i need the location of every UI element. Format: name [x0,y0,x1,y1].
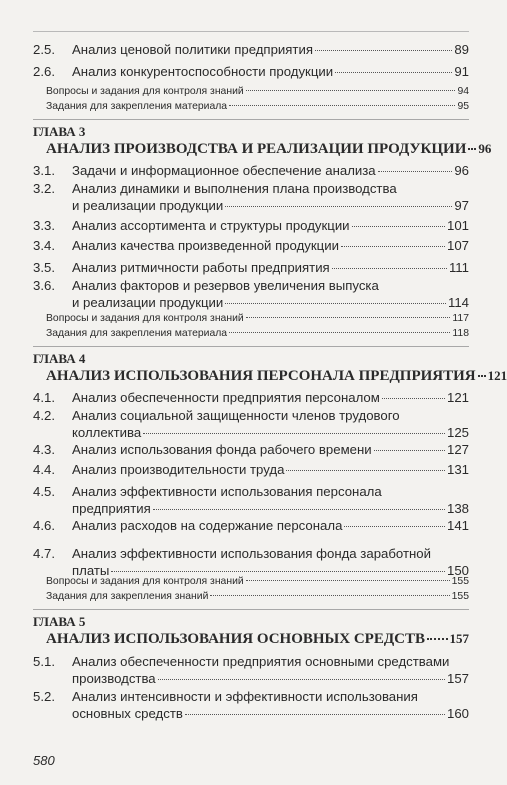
toc-entry-number: 2.6. [33,64,55,79]
toc-line [46,368,507,384]
toc-subsection[interactable] [33,312,469,325]
toc-page-number: 121 [446,390,469,405]
dot-leader [246,580,450,581]
dot-leader [427,638,447,640]
chapter-title-text [46,631,469,647]
dot-leader [143,433,445,434]
toc-subsection-title: Вопросы и задания для контроля знаний [46,86,244,97]
toc-entry-title: Анализ ассортимента и структуры продукции [72,218,350,233]
chapter-label: ГЛАВА 5 [33,614,86,629]
toc-line [72,162,469,179]
toc-subsection-title: Вопросы и задания для контроля знаний [46,576,244,587]
toc-line [72,500,469,517]
toc-subsection-title: Вопросы и задания для контроля знаний [46,313,244,324]
toc-page-number: 150 [446,563,469,578]
chapter-title[interactable] [33,141,492,159]
toc-entry-number: 4.1. [33,390,55,405]
dot-leader [111,571,445,572]
toc-line [46,141,492,157]
toc-page-number: 155 [451,576,469,587]
dot-leader [158,679,445,680]
toc-line [46,631,469,647]
toc-line [72,217,469,234]
dot-leader [229,332,450,333]
dot-leader [246,317,451,318]
toc-line [72,424,469,441]
toc-entry[interactable] [33,441,469,458]
toc-subsection[interactable] [33,575,469,588]
toc-line [72,545,469,562]
toc-entry-number: 5.1. [33,654,55,669]
toc-page-number: 131 [446,462,469,477]
page-number: 580 [33,753,55,768]
chapter-title-label: АНАЛИЗ ИСПОЛЬЗОВАНИЯ ОСНОВНЫХ СРЕДСТВ [46,631,426,647]
toc-line [72,277,469,294]
toc-page-number: 138 [446,501,469,516]
chapter-rule [33,609,469,610]
toc-entry-text [72,461,469,478]
dot-leader [332,268,447,269]
toc-entry-number: 4.4. [33,462,55,477]
toc-entry[interactable] [33,389,469,406]
chapter-title-text [46,368,507,384]
toc-page-number: 157 [449,631,469,646]
toc-entry-number: 3.3. [33,218,55,233]
chapter-title[interactable] [33,368,507,386]
toc-page-number: 118 [452,328,469,339]
toc-entry-text [72,483,469,517]
toc-line [72,407,469,424]
toc-entry-title: Анализ эффективности использования фонда заработной [72,546,431,561]
toc-entry-title: Анализ расходов на содержание персонала [72,518,343,533]
toc-line [72,63,469,80]
toc-entry-title: и реализации продукции [72,198,224,213]
toc-entry-number: 3.2. [33,181,55,196]
toc-entry-number: 2.5. [33,42,55,57]
toc-entry-title: платы [72,563,110,578]
chapter-title-text [46,141,492,157]
toc-entry-title: коллектива [72,425,142,440]
toc-entry-title: Анализ использования фонда рабочего времени [72,442,372,457]
toc-page-number: 160 [446,706,469,721]
toc-subsection[interactable] [33,590,469,603]
toc-entry-title: Анализ социальной защищенности членов трудового [72,408,400,423]
toc-entry[interactable] [33,461,469,478]
toc-subsection-title: Задания для закрепления материала [46,328,228,339]
toc-entry[interactable] [33,41,469,58]
toc-subsection-text [46,312,469,325]
toc-entry[interactable] [33,237,469,254]
toc-entry-title: Анализ факторов и резервов увеличения выпуска [72,278,379,293]
toc-entry-title: Анализ качества произведенной продукции [72,238,339,253]
dot-leader [341,246,445,247]
toc-page-number: 141 [446,518,469,533]
dot-leader [378,171,453,172]
toc-entry-text [72,653,469,687]
dot-leader [374,450,445,451]
toc-entry-number: 4.5. [33,484,55,499]
toc-entry-text [72,688,469,722]
toc-entry-text [72,259,469,276]
toc-entry-number: 5.2. [33,689,55,704]
chapter-rule [33,346,469,347]
chapter-label: ГЛАВА 3 [33,124,86,139]
toc-subsection-text [46,85,469,98]
toc-entry-text [72,63,469,80]
dot-leader [335,72,452,73]
toc-line [72,41,469,58]
toc-line [72,517,469,534]
dot-leader [185,714,445,715]
toc-page-number: 89 [454,42,469,57]
toc-entry[interactable] [33,217,469,234]
toc-subsection-title: Задания для закрепления знаний [46,591,209,602]
toc-entry[interactable] [33,653,469,687]
toc-line [72,653,469,670]
toc-entry-number: 4.6. [33,518,55,533]
toc-page-number: 96 [478,141,492,156]
toc-line [72,197,469,214]
toc-line [72,461,469,478]
toc-entry-text [72,217,469,234]
toc-entry-title: Анализ конкурентоспособности продукции [72,64,334,79]
toc-line [72,670,469,687]
toc-entry-number: 3.5. [33,260,55,275]
toc-entry-text [72,41,469,58]
toc-page-number: 96 [454,163,469,178]
toc-line [72,705,469,722]
dot-leader [153,509,445,510]
toc-subsection[interactable] [33,100,469,113]
toc-entry-text [72,441,469,458]
toc-subsection-text [46,327,469,340]
chapter-title[interactable] [33,631,469,649]
toc-entry[interactable] [33,162,469,179]
toc-entry-number: 3.4. [33,238,55,253]
toc-entry[interactable] [33,517,469,534]
toc-page-number: 111 [448,260,469,275]
toc-line [46,85,469,98]
dot-leader [286,470,445,471]
toc-entry-title: предприятия [72,501,151,516]
toc-page-number: 95 [457,101,469,112]
toc-page-number: 91 [454,64,469,79]
toc-page-number: 101 [446,218,469,233]
toc-entry-title: Анализ ритмичности работы предприятия [72,260,330,275]
toc-line [72,259,469,276]
toc-entry-text [72,517,469,534]
dot-leader [229,105,455,106]
toc-line [46,312,469,325]
chapter-title-label: АНАЛИЗ ИСПОЛЬЗОВАНИЯ ПЕРСОНАЛА ПРЕДПРИЯТИЯ [46,368,476,384]
toc-subsection-text [46,575,469,588]
toc-entry-title: Анализ обеспеченности предприятия персоналом [72,390,380,405]
chapter-title-label: АНАЛИЗ ПРОИЗВОДСТВА И РЕАЛИЗАЦИИ ПРОДУКЦИИ [46,141,467,157]
toc-entry-text [72,180,469,214]
toc-entry-title: Анализ ценовой политики предприятия [72,42,313,57]
toc-entry[interactable] [33,277,469,311]
toc-entry-title: Анализ производительности труда [72,462,285,477]
toc-entry[interactable] [33,259,469,276]
toc-entry-title: Анализ обеспеченности предприятия основными средствами [72,654,450,669]
top-rule [33,31,469,32]
toc-line [72,483,469,500]
toc-entry-text [72,545,469,579]
toc-line [72,180,469,197]
toc-entry-text [72,277,469,311]
dot-leader [478,375,486,377]
toc-entry-title: Анализ эффективности использования персонала [72,484,382,499]
toc-line [46,100,469,113]
toc-line [72,688,469,705]
toc-entry-number: 3.1. [33,163,55,178]
toc-subsection-text [46,590,469,603]
toc-entry-text [72,237,469,254]
toc-entry-text [72,407,469,441]
toc-line [72,389,469,406]
toc-line [72,294,469,311]
toc-subsection[interactable] [33,327,469,340]
toc-entry-title: производства [72,671,156,686]
toc-entry[interactable] [33,688,469,722]
toc-entry[interactable] [33,545,469,579]
toc-line [72,237,469,254]
toc-subsection-text [46,100,469,113]
dot-leader [225,206,452,207]
toc-page-number: 155 [451,591,469,602]
toc-page-number: 121 [487,368,507,383]
dot-leader [315,50,452,51]
toc-entry[interactable] [33,180,469,214]
dot-leader [344,526,445,527]
chapter-rule [33,119,469,120]
toc-page-number: 127 [446,442,469,457]
toc-entry[interactable] [33,63,469,80]
toc-entry[interactable] [33,483,469,517]
toc-page-number: 114 [447,295,469,310]
toc-entry-title: Анализ динамики и выполнения плана производства [72,181,397,196]
toc-entry-text [72,389,469,406]
toc-entry-number: 3.6. [33,278,55,293]
toc-subsection[interactable] [33,85,469,98]
dot-leader [225,303,446,304]
toc-entry-title: основных средств [72,706,183,721]
toc-subsection-title: Задания для закрепления материала [46,101,228,112]
toc-entry-title: и реализации продукции [72,295,224,310]
toc-entry-text [72,162,469,179]
toc-page-number: 117 [452,313,469,324]
toc-page-number: 94 [457,86,469,97]
toc-page-number: 125 [446,425,469,440]
toc-line [46,590,469,603]
dot-leader [210,595,449,596]
toc-entry-number: 4.7. [33,546,55,561]
toc-page-number: 157 [446,671,469,686]
toc-entry[interactable] [33,407,469,441]
toc-entry-title: Анализ интенсивности и эффективности использования [72,689,418,704]
toc-entry-title: Задачи и информационное обеспечение анализа [72,163,376,178]
dot-leader [246,90,456,91]
toc-line [46,575,469,588]
toc-page-number: 107 [446,238,469,253]
toc-line [46,327,469,340]
toc-page-number: 97 [454,198,469,213]
dot-leader [382,398,445,399]
dot-leader [468,148,476,150]
toc-entry-number: 4.3. [33,442,55,457]
toc-entry-number: 4.2. [33,408,55,423]
toc-line [72,441,469,458]
chapter-label: ГЛАВА 4 [33,351,86,366]
dot-leader [352,226,445,227]
